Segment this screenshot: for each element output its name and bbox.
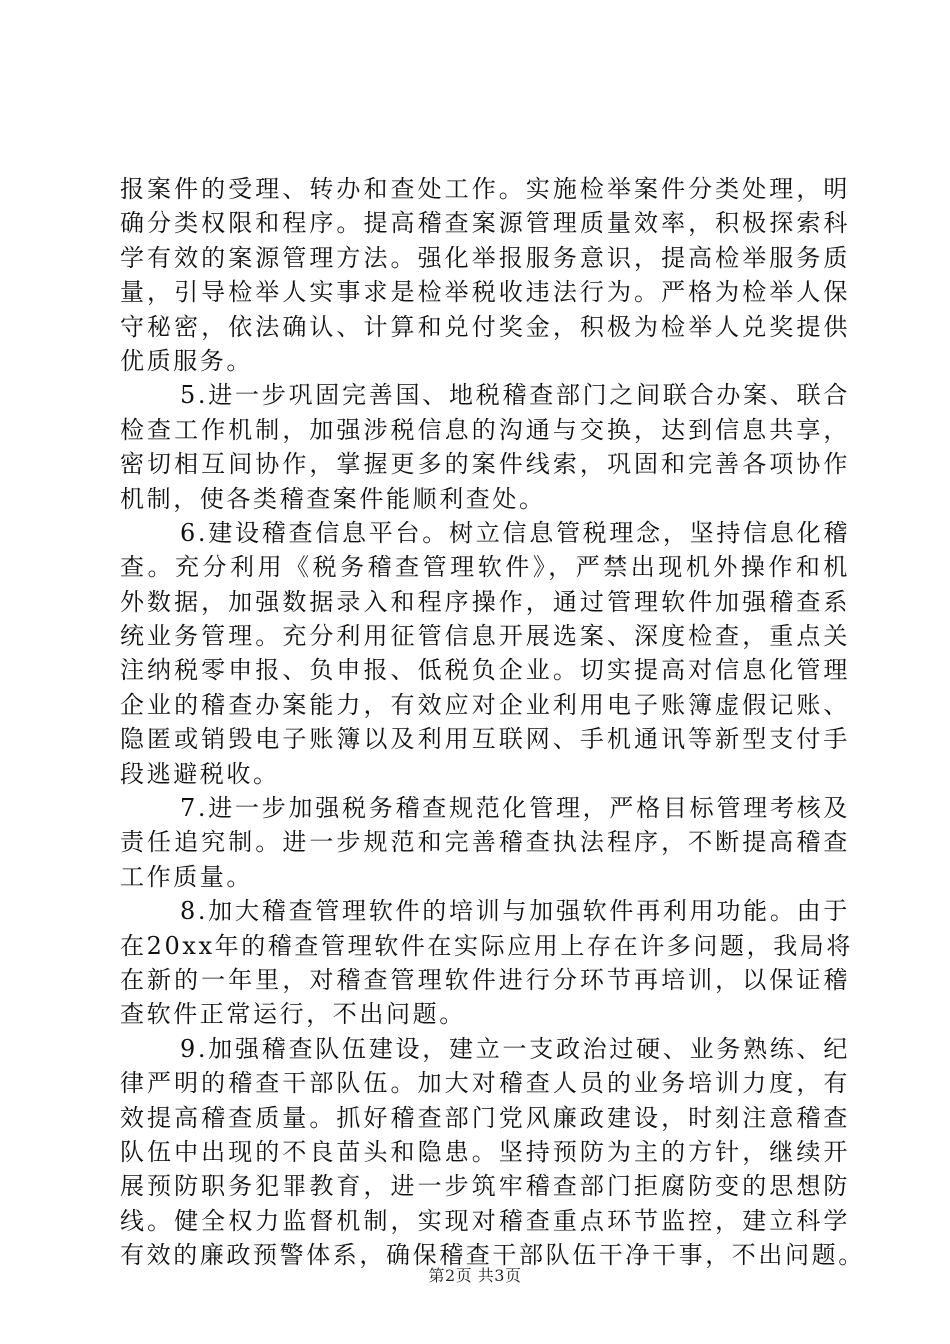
text-line: 9.加强稽查队伍建设，建立一支政治过硬、业务熟练、纪 bbox=[180, 1034, 850, 1063]
text-line: 工作质量。 bbox=[120, 862, 253, 891]
text-line: 查。充分利用《税务稽查管理软件》，严禁出现机外操作和机 bbox=[120, 553, 850, 582]
text-line: 6.建设稽查信息平台。树立信息管税理念，坚持信息化稽 bbox=[180, 518, 850, 547]
text-line: 学有效的案源管理方法。强化举报服务意识，提高检举服务质 bbox=[120, 243, 850, 272]
text-line: 注纳税零申报、负申报、低税负企业。切实提高对信息化管理 bbox=[120, 656, 850, 685]
text-line: 守秘密，依法确认、计算和兑付奖金，积极为检举人兑奖提供 bbox=[120, 312, 850, 341]
document-body bbox=[120, 172, 865, 1273]
text-line: 律严明的稽查干部队伍。加大对稽查人员的业务培训力度，有 bbox=[120, 1069, 850, 1098]
text-line: 外数据，加强数据录入和程序操作，通过管理软件加强稽查系 bbox=[120, 587, 850, 616]
text-line: 在新的一年里，对稽查管理软件进行分环节再培训，以保证稽 bbox=[120, 965, 850, 994]
text-line: 机制，使各类稽查案件能顺利查处。 bbox=[120, 484, 546, 513]
text-line: 7.进一步加强税务稽查规范化管理，严格目标管理考核及 bbox=[180, 794, 850, 823]
text-line: 8.加大稽查管理软件的培训与加强软件再利用功能。由于 bbox=[180, 897, 850, 926]
text-line: 报案件的受理、转办和查处工作。实施检举案件分类处理，明 bbox=[120, 175, 850, 203]
text-line: 展预防职务犯罪教育，进一步筑牢稽查部门拒腐防变的思想防 bbox=[120, 1172, 850, 1201]
text-line: 队伍中出现的不良苗头和隐患。坚持预防为主的方针，继续开 bbox=[120, 1137, 850, 1166]
text-line: 统业务管理。充分利用征管信息开展选案、深度检查，重点关 bbox=[120, 622, 850, 651]
text-line: 检查工作机制，加强涉税信息的沟通与交换，达到信息共享， bbox=[120, 415, 850, 444]
text-line: 5.进一步巩固完善国、地税稽查部门之间联合办案、联合 bbox=[180, 381, 850, 410]
text-line: 效提高稽查质量。抓好稽查部门党风廉政建设，时刻注意稽查 bbox=[120, 1103, 850, 1132]
text-line: 线。健全权力监督机制，实现对稽查重点环节监控，建立科学 bbox=[120, 1206, 850, 1235]
text-line: 隐匿或销毁电子账簿以及利用互联网、手机通讯等新型支付手 bbox=[120, 725, 850, 754]
text-line: 段逃避税收。 bbox=[120, 759, 280, 788]
text-line: 优质服务。 bbox=[120, 346, 253, 375]
text-line: 企业的稽查办案能力，有效应对企业利用电子账簿虚假记账、 bbox=[120, 690, 850, 719]
text-line: 在20xx年的稽查管理软件在实际应用上存在许多问题，我局将 bbox=[120, 931, 854, 960]
text-line: 查软件正常运行，不出问题。 bbox=[120, 1000, 466, 1029]
text-line: 有效的廉政预警体系，确保稽查干部队伍干净干事，不出问题。 bbox=[120, 1241, 865, 1270]
text-line: 密切相互间协作，掌握更多的案件线索，巩固和完善各项协作 bbox=[120, 450, 850, 479]
text-line: 确分类权限和程序。提高稽查案源管理质量效率，积极探索科 bbox=[120, 209, 850, 238]
page-number-footer: 第2页 共3页 bbox=[428, 1266, 522, 1285]
text-line: 量，引导检举人实事求是检举税收违法行为。严格为检举人保 bbox=[120, 278, 850, 307]
text-line: 责任追究制。进一步规范和完善稽查执法程序，不断提高稽查 bbox=[120, 828, 850, 857]
